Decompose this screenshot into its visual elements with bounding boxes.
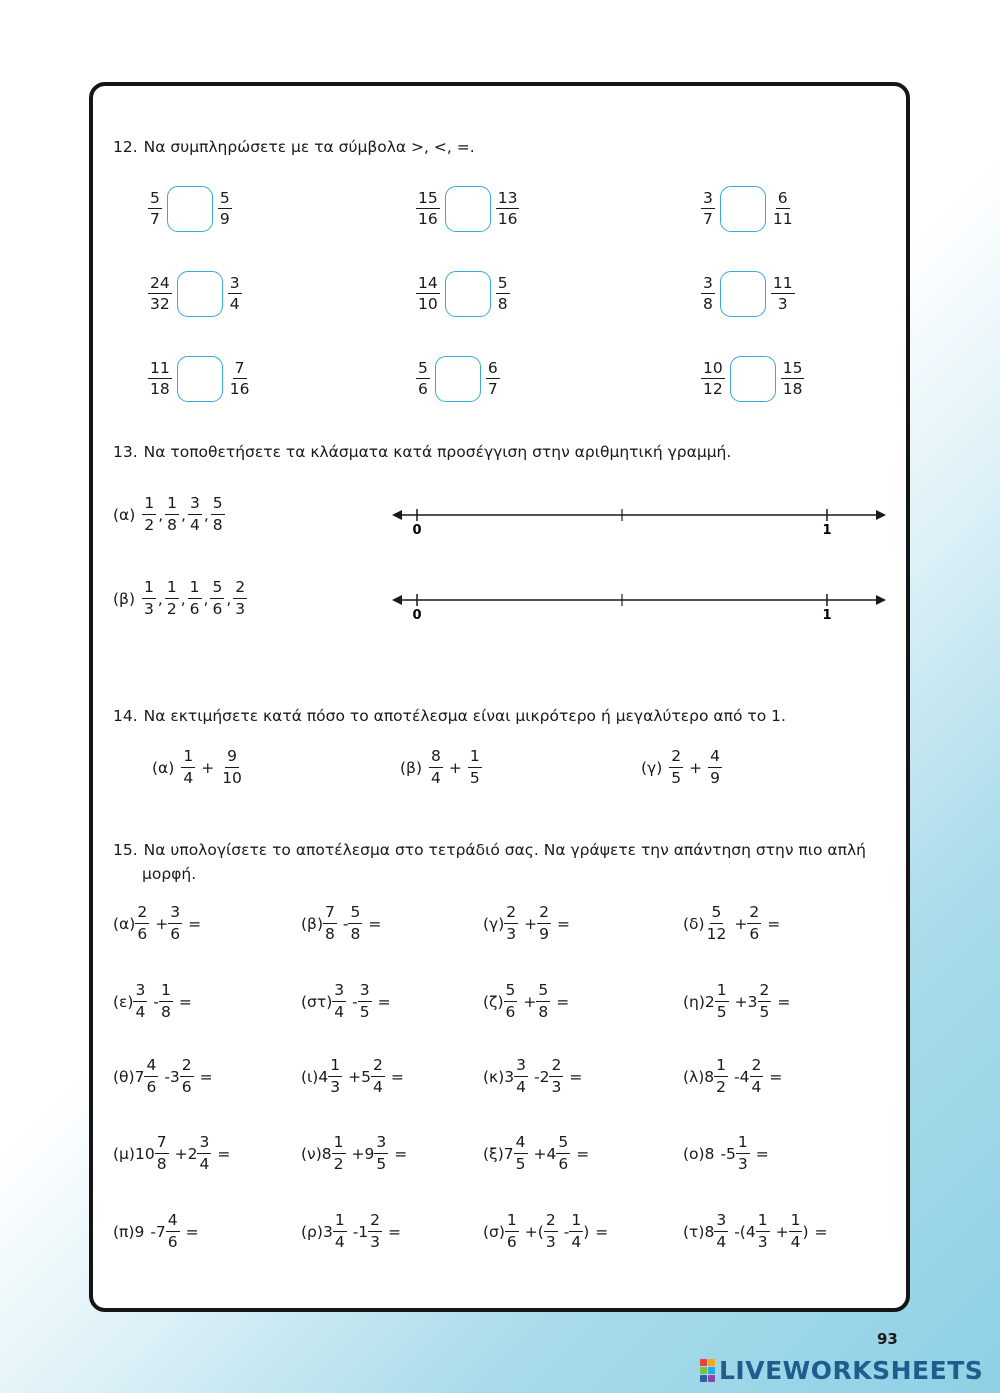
compare-item (416, 271, 510, 317)
ex13-fraction-list-a (113, 496, 225, 533)
ex15-item-k: (κ) 3 $\frac{3}{4}$ - 2 $\frac{2}{3}$ = (483, 1056, 583, 1096)
fraction: $\frac{1}{2}$ (144, 494, 155, 534)
ex15-heading-cont: μορφή. (142, 865, 197, 883)
fraction-right: $\frac{15}{18}$ (782, 358, 803, 398)
fraction-right: $\frac{7}{16}$ (229, 358, 250, 398)
ex15-item-p: (π) 9 - 7 $\frac{4}{6}$ = (113, 1211, 199, 1251)
ex15-item-st: (στ) $\frac{3}{4}$ - $\frac{3}{5}$ = (301, 981, 391, 1021)
fraction: $\frac{4}{9}$ (710, 747, 721, 787)
operator: + (689, 758, 703, 777)
separator: , (181, 505, 186, 524)
compare-item (148, 356, 251, 402)
ex15-item-b: (β) $\frac{7}{8}$ - $\frac{5}{8}$ = (301, 903, 382, 943)
item-label: (γ) (641, 758, 663, 777)
compare-item (148, 271, 242, 317)
compare-answer-box[interactable] (177, 356, 223, 402)
fraction: $\frac{5}{8}$ (212, 494, 223, 534)
ex15-item-a: (α) $\frac{2}{6}$ + $\frac{3}{6}$ = (113, 903, 202, 943)
compare-answer-box[interactable] (435, 356, 481, 402)
compare-answer-box[interactable] (167, 186, 213, 232)
fraction-right: $\frac{3}{4}$ (229, 273, 240, 313)
fraction: $\frac{8}{4}$ (431, 747, 441, 787)
compare-answer-box[interactable] (445, 186, 491, 232)
estimate-item (400, 749, 482, 786)
compare-answer-box[interactable] (730, 356, 776, 402)
fraction-right: $\frac{6}{7}$ (487, 358, 498, 398)
ex15-item-z: (ζ) $\frac{5}{6}$ + $\frac{5}{8}$ = (483, 981, 570, 1021)
fraction: $\frac{1}{4}$ (183, 747, 194, 787)
ex15-item-m: (μ) 10 $\frac{7}{8}$ + 2 $\frac{3}{4}$ = (113, 1133, 231, 1173)
fraction-left: $\frac{5}{6}$ (418, 358, 428, 398)
ex13-heading: 13. Να τοποθετήσετε τα κλάσματα κατά προσέγγιση στην αριθμητική γραμμή. (113, 443, 732, 461)
ex15-heading: 15. Να υπολογίσετε το αποτέλεσμα στο τετράδιό σας. Να γράψετε την απάντηση στην πιο απλή (113, 841, 866, 859)
ex15-item-i: (ι) 4 $\frac{1}{3}$ + 5 $\frac{2}{4}$ = (301, 1056, 404, 1096)
ex15-item-d: (δ) $\frac{5}{12}$ + $\frac{2}{6}$ = (683, 903, 781, 943)
brand-name: LIVEWORKSHEETS (719, 1356, 984, 1385)
worksheet-frame (89, 82, 910, 1312)
compare-answer-box[interactable] (445, 271, 491, 317)
ex15-item-s: (σ) $\frac{1}{6}$ + ( $\frac{2}{3}$ - $\frac{1}{4}$ ) = (483, 1211, 609, 1251)
ex15-item-h: (η) 2 $\frac{1}{5}$ + 3 $\frac{2}{5}$ = (683, 981, 791, 1021)
fraction: $\frac{3}{4}$ (189, 494, 200, 534)
ex15-item-th: (θ) 7 $\frac{4}{6}$ - 3 $\frac{2}{6}$ = (113, 1056, 213, 1096)
fraction: $\frac{9}{10}$ (222, 747, 242, 787)
item-label: (α) (113, 505, 136, 524)
fraction-left: $\frac{11}{18}$ (150, 358, 170, 398)
fraction-left: $\frac{5}{7}$ (150, 188, 160, 228)
number-line-a-zero: 0 (412, 523, 422, 538)
number-line-a-one: 1 (822, 523, 832, 538)
fraction-right: $\frac{5}{9}$ (219, 188, 230, 228)
ex15-item-ks: (ξ) 7 $\frac{4}{5}$ + 4 $\frac{5}{6}$ = (483, 1133, 590, 1173)
brand-logo[interactable] (700, 1356, 983, 1385)
number-line-b[interactable] (390, 587, 890, 627)
fraction-left: $\frac{14}{10}$ (418, 273, 438, 313)
separator: , (158, 505, 164, 524)
separator: , (157, 589, 163, 608)
compare-answer-box[interactable] (720, 186, 766, 232)
fraction-right: $\frac{5}{8}$ (497, 273, 508, 313)
fraction-left: $\frac{10}{12}$ (703, 358, 723, 398)
fraction: $\frac{1}{3}$ (144, 578, 154, 618)
page-number: 93 (877, 1330, 898, 1348)
operator: + (448, 758, 462, 777)
ex15-item-o: (ο) 8 - 5 $\frac{1}{3}$ = (683, 1133, 769, 1173)
item-label: (α) (152, 758, 175, 777)
ex15-item-c: (γ) $\frac{2}{3}$ + $\frac{2}{9}$ = (483, 903, 571, 943)
operator: + (201, 758, 215, 777)
ex15-item-n: (ν) 8 $\frac{1}{2}$ + 9 $\frac{3}{5}$ = (301, 1133, 408, 1173)
fraction-left: $\frac{15}{16}$ (418, 188, 438, 228)
fraction-left: $\frac{24}{32}$ (150, 273, 170, 313)
fraction-right: $\frac{11}{3}$ (772, 273, 793, 313)
fraction: $\frac{2}{5}$ (671, 747, 682, 787)
compare-item (701, 271, 795, 317)
compare-answer-box[interactable] (177, 271, 223, 317)
number-line-a[interactable] (390, 502, 890, 542)
fraction: $\frac{1}{5}$ (469, 747, 480, 787)
separator: , (203, 589, 209, 608)
compare-answer-box[interactable] (720, 271, 766, 317)
fraction: $\frac{5}{6}$ (212, 578, 223, 618)
fraction: $\frac{1}{2}$ (166, 578, 177, 618)
fraction: $\frac{1}{6}$ (189, 578, 200, 618)
fraction-right: $\frac{13}{16}$ (497, 188, 518, 228)
ex15-item-e: (ε) $\frac{3}{4}$ - $\frac{1}{8}$ = (113, 981, 192, 1021)
separator: , (180, 589, 186, 608)
compare-item (416, 186, 519, 232)
ex15-item-r: (ρ) 3 $\frac{1}{4}$ - 1 $\frac{2}{3}$ = (301, 1211, 402, 1251)
fraction-left: $\frac{3}{8}$ (703, 273, 713, 313)
compare-item (416, 356, 500, 402)
fraction-right: $\frac{6}{11}$ (772, 188, 793, 228)
item-label: (β) (400, 758, 422, 777)
item-label: (β) (113, 589, 135, 608)
estimate-item (641, 749, 722, 786)
compare-item (701, 356, 804, 402)
ex15-item-l: (λ) 8 $\frac{1}{2}$ - 4 $\frac{2}{4}$ = (683, 1056, 783, 1096)
number-line-b-one: 1 (822, 608, 832, 623)
estimate-item (152, 749, 244, 786)
fraction-left: $\frac{3}{7}$ (703, 188, 713, 228)
fraction: $\frac{1}{8}$ (167, 494, 177, 534)
ex15-item-t: (τ) 8 $\frac{3}{4}$ - (4 $\frac{1}{3}$ + $\frac{1}{4}$ ) = (683, 1211, 828, 1251)
separator: , (226, 589, 232, 608)
fraction: $\frac{2}{3}$ (235, 578, 246, 618)
compare-item (701, 186, 795, 232)
compare-item (148, 186, 232, 232)
liveworksheets-logo-icon (700, 1359, 715, 1382)
number-line-b-zero: 0 (412, 608, 422, 623)
ex13-fraction-list-b (113, 580, 247, 617)
ex14-heading: 14. Να εκτιμήσετε κατά πόσο το αποτέλεσμα είναι μικρότερο ή μεγαλύτερο από το 1. (113, 707, 786, 725)
separator: , (203, 505, 209, 524)
ex12-heading: 12. Να συμπληρώσετε με τα σύμβολα >, <, =. (113, 138, 475, 156)
